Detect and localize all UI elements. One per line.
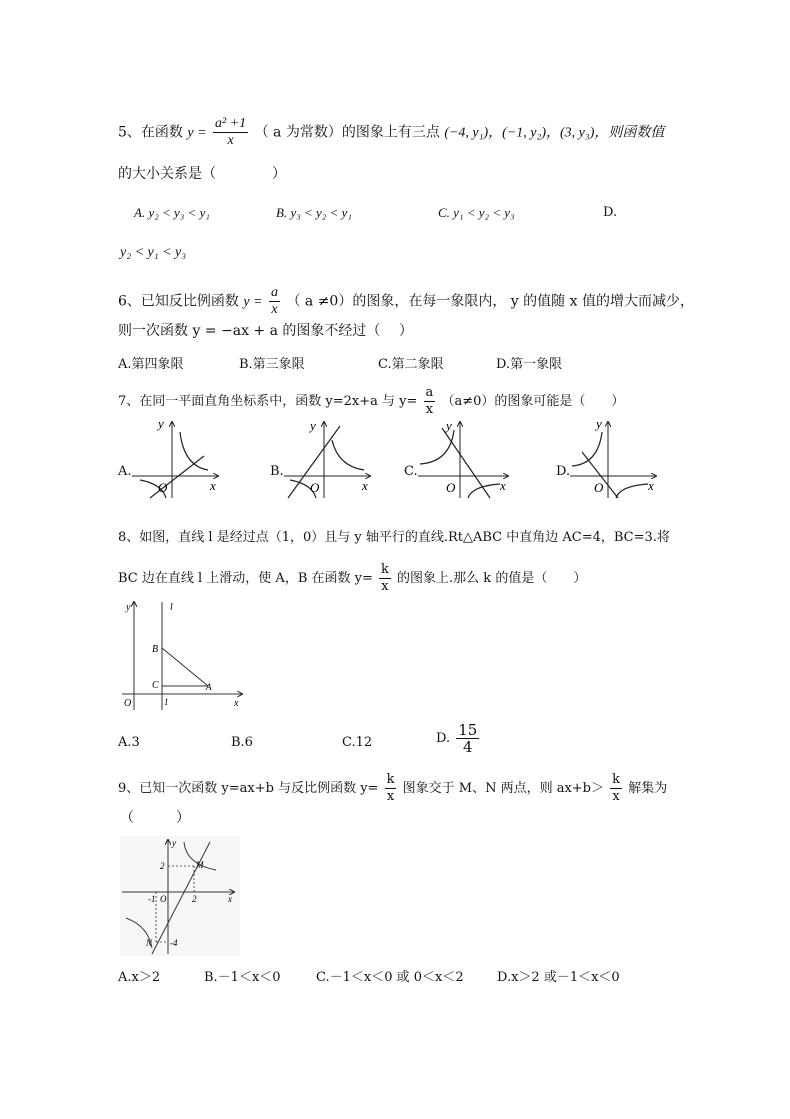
hyperbola-branch <box>420 430 454 464</box>
q8-option-a[interactable]: A.3 <box>118 735 140 750</box>
tick-x-2: 2 <box>192 894 197 904</box>
q5-points: (−4, y₁)，(−1, y₂)，(3, y₃)，则函数值 <box>444 125 665 141</box>
q5-option-a[interactable]: A. y₂ < y₃ < y₁ <box>134 205 210 220</box>
q8-option-b[interactable]: B.6 <box>231 735 253 750</box>
q9-fraction-2 <box>610 772 622 805</box>
l-label: l <box>170 602 173 613</box>
x-axis-label: x <box>648 478 654 493</box>
q8-option-d-fraction <box>456 722 479 755</box>
q9-fraction-1 <box>385 772 397 805</box>
q7-graph-c-label[interactable]: C. <box>404 464 418 479</box>
q5-note: （ a 为常数）的图象上有三点 <box>254 124 440 141</box>
q8-line1: 8、如图，直线 l 是经过点（1，0）且与 y 轴平行的直线.Rt△ABC 中直角边 AC=4，BC=3.将 <box>118 530 670 545</box>
hyperbola-branch <box>616 484 648 498</box>
q5-lead: 5、在函数 <box>118 124 183 141</box>
y-label: y <box>172 838 176 848</box>
q6-tail: y 的值随 x 值的增大而减少， <box>510 293 694 310</box>
q8-line2-b: 的图象上.那么 k 的值是（ ） <box>397 571 587 586</box>
x-label: x <box>228 894 232 904</box>
q7-fraction <box>424 385 436 418</box>
q7-line1 <box>118 385 624 418</box>
q9-line1-c: 解集为 <box>628 781 668 796</box>
figure-background <box>120 836 240 956</box>
q6-line2: 则一次函数 y = −ax + a 的图象不经过（ ） <box>118 323 413 339</box>
q6-option-b[interactable]: B.第三象限 <box>239 357 305 372</box>
q6-denominator: x <box>271 302 278 317</box>
q9-denominator-2: x <box>612 789 620 804</box>
q7-graph-b-label[interactable]: B. <box>270 464 284 479</box>
x-axis-label: x <box>362 478 368 493</box>
y-label: y <box>126 602 131 613</box>
q9-line1-a: 9、已知一次函数 y=ax+b 与反比例函数 y= <box>118 781 379 796</box>
q8-line2-a: BC 边在直线 l 上滑动，使 A，B 在函数 y= <box>118 571 373 586</box>
q6-lead: 6、已知反比例函数 <box>118 293 239 310</box>
x-axis-label: x <box>500 478 506 493</box>
q8-figure <box>120 598 250 713</box>
origin-label: O <box>158 480 168 495</box>
q9-figure <box>120 836 240 956</box>
q9-line1-b: 图象交于 M、N 两点，则 ax+b＞ <box>402 781 605 796</box>
point-b-label: B <box>152 644 159 655</box>
q7-tail: （a≠0）的图象可能是（ ） <box>441 394 625 409</box>
q6-fraction <box>269 285 280 318</box>
hyperbola-branch <box>332 440 364 470</box>
x-axis-label: x <box>210 478 216 493</box>
tick-x-neg1: -1 <box>148 894 156 904</box>
q7-graph-c[interactable] <box>416 418 516 500</box>
y-axis-label: y <box>158 418 164 431</box>
q7-lead: 7、在同一平面直角坐标系中，函数 y=2x+a 与 y= <box>118 394 418 409</box>
origin-label: O <box>446 480 456 495</box>
tick-y-2: 2 <box>160 861 165 871</box>
q8-option-d-num: 15 <box>458 721 478 739</box>
q5-option-b[interactable]: B. y₃ < y₂ < y₁ <box>276 205 352 220</box>
q7-denominator: x <box>425 402 434 417</box>
q6-option-d[interactable]: D.第一象限 <box>496 357 563 372</box>
q6-numerator: a <box>271 285 278 300</box>
q8-option-c[interactable]: C.12 <box>342 735 373 750</box>
origin-label: O <box>594 480 604 495</box>
q8-numerator: k <box>381 562 389 577</box>
x-label: x <box>234 698 239 709</box>
tick-one-label: 1 <box>164 697 169 707</box>
q7-graph-d[interactable] <box>568 418 663 500</box>
q8-option-d-den: 4 <box>463 738 473 756</box>
q7-numerator: a <box>425 385 434 400</box>
q9-option-a[interactable]: A.x＞2 <box>118 970 161 985</box>
q8-line2 <box>118 562 586 595</box>
q5-line2: 的大小关系是（ ） <box>118 166 286 182</box>
q9-numerator-2: k <box>612 772 621 787</box>
y-axis-label: y <box>446 418 452 433</box>
point-c-label: C <box>152 680 159 691</box>
q9-option-c[interactable]: C.－1＜x＜0 或 0＜x＜2 <box>316 970 464 985</box>
q7-graph-b[interactable] <box>282 418 377 500</box>
q9-option-b[interactable]: B.－1＜x＜0 <box>204 970 281 985</box>
q5-denominator: x <box>227 133 234 148</box>
point-m-label: M <box>196 860 204 870</box>
q6-line1 <box>118 285 694 318</box>
q9-denominator-1: x <box>386 789 395 804</box>
origin-label: O <box>160 894 167 904</box>
q5-numerator: a² +1 <box>215 116 247 131</box>
hyperbola-branch <box>572 432 602 466</box>
q6-func-lhs: y = <box>243 294 263 310</box>
q9-line2: （ ） <box>120 810 190 826</box>
segment-ab <box>162 648 208 686</box>
q8-option-d-label: D. <box>436 731 451 746</box>
q8-denominator: x <box>381 579 389 594</box>
q7-graph-a[interactable] <box>130 418 225 500</box>
q5-option-c[interactable]: C. y₁ < y₂ < y₃ <box>438 205 515 220</box>
q6-option-a[interactable]: A.第四象限 <box>118 357 184 372</box>
q8-fraction <box>379 562 391 595</box>
q6-option-c[interactable]: C.第二象限 <box>378 357 444 372</box>
y-axis-label: y <box>596 418 602 431</box>
q5-fraction <box>213 116 248 149</box>
q6-note: （ a ≠0）的图象，在每一象限内， <box>286 293 507 310</box>
q9-line1 <box>118 772 667 805</box>
q5-line1 <box>118 116 664 149</box>
q7-graph-d-label[interactable]: D. <box>556 464 571 479</box>
q9-option-d[interactable]: D.x＞2 或－1＜x＜0 <box>497 970 620 985</box>
q5-option-d-value[interactable]: y₂ < y₁ < y₃ <box>120 245 187 260</box>
q9-numerator-1: k <box>386 772 395 787</box>
hyperbola-branch <box>468 484 500 498</box>
y-axis-label: y <box>310 418 316 433</box>
q8-option-d[interactable] <box>436 722 481 755</box>
point-a-label: A <box>206 682 212 692</box>
tick-y-neg4: -4 <box>170 938 178 948</box>
origin-label: O <box>310 480 320 495</box>
point-n-label: N <box>146 938 153 948</box>
origin-label: O <box>124 698 132 709</box>
q7-graph-a-label[interactable]: A. <box>118 464 132 479</box>
q5-option-d-label[interactable]: D. <box>603 205 618 220</box>
q5-func-lhs: y = <box>187 125 207 141</box>
